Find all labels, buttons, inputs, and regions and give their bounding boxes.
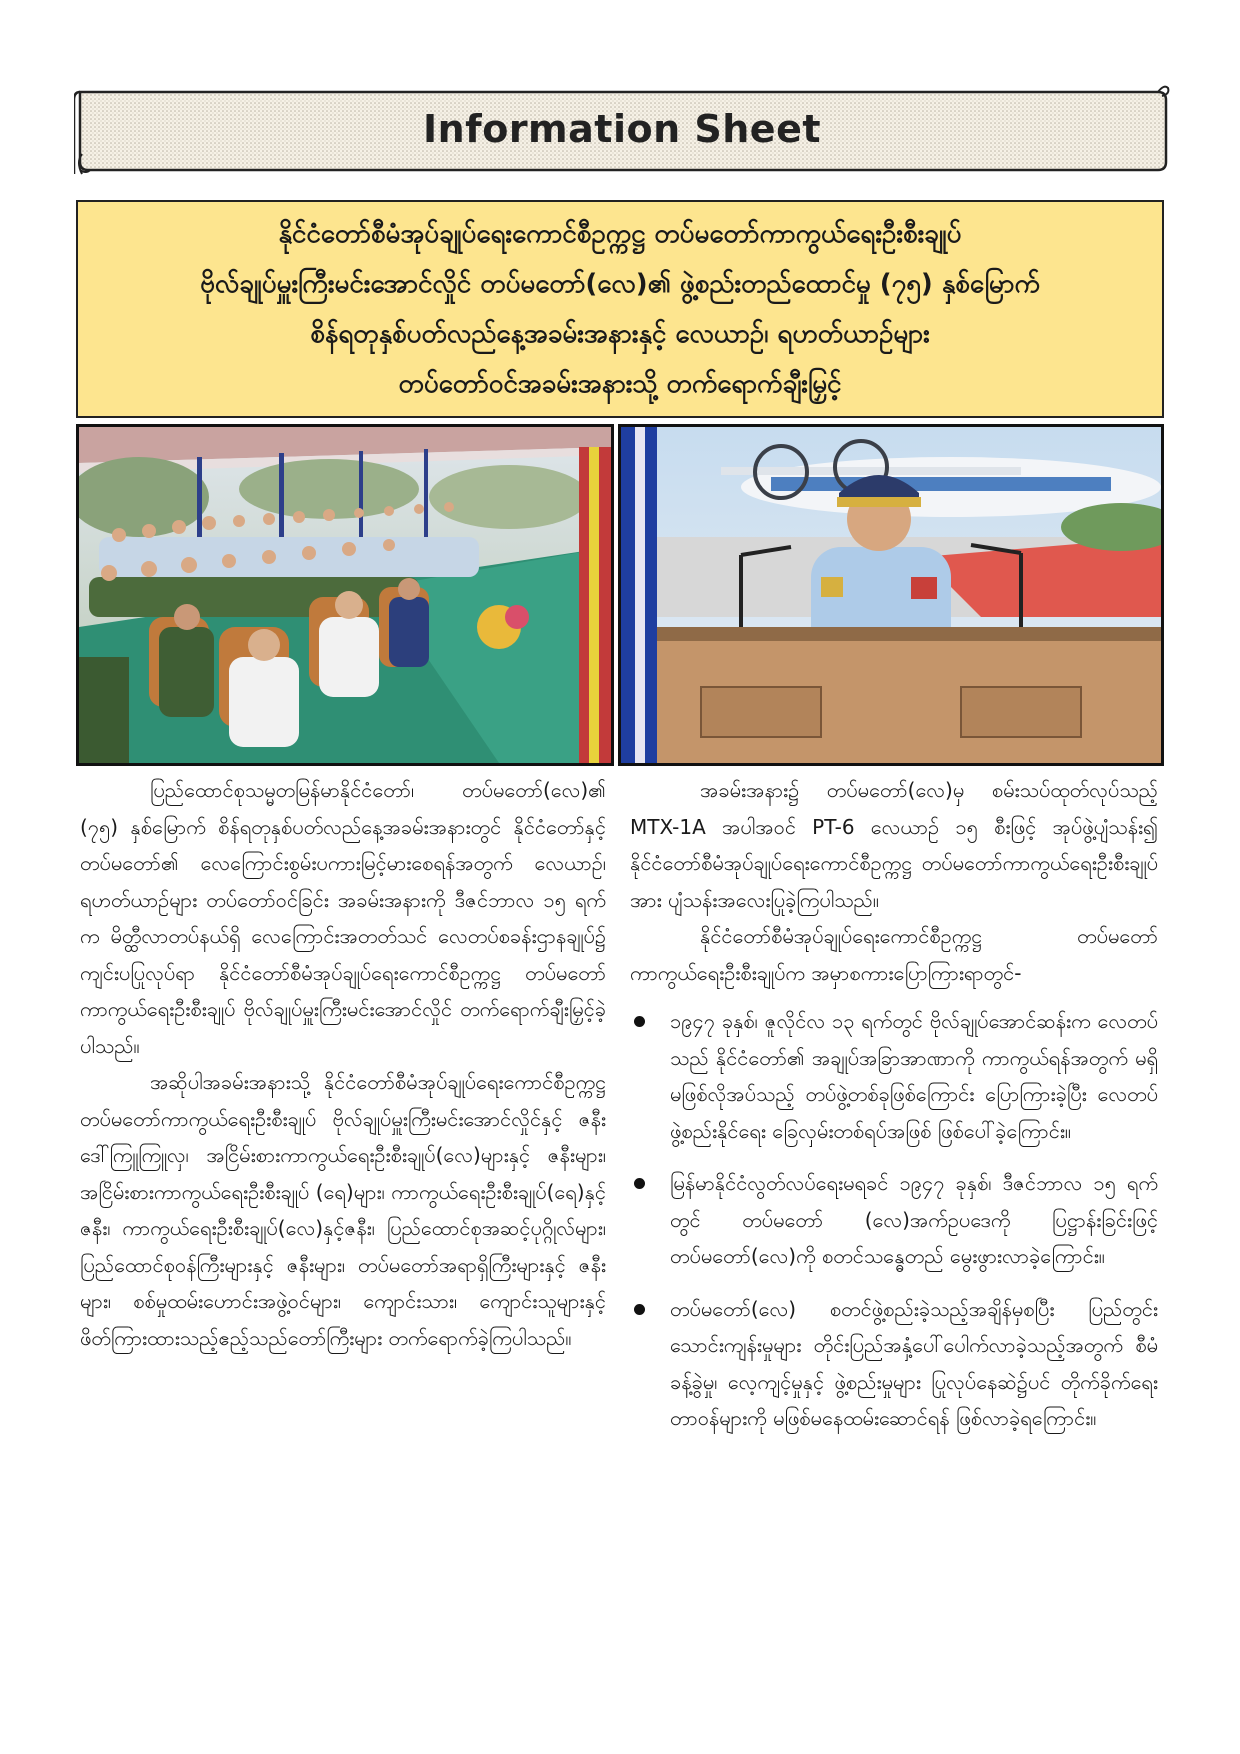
body-paragraph: အခမ်းအနား၌ တပ်မတော်(လေ)မှ စမ်းသပ်ထုတ်လုပ်သည့် MTX-1A အပါအဝင် PT-6 လေယာဉ် ၁၅ စီးဖြင့် အုပ်ဖွဲ့ပျံသန်း၍ နိုင်ငံတော်စီမံအုပ်ချုပ်ရေးကောင်စီဥက္ကဋ္ဌ တပ်မတော်ကာကွယ်ရေးဦးစီးချုပ်အား ပျံသန်းအလေးပြုခဲ့ကြပါသည်။ — [630, 778, 1158, 912]
body-paragraph: ပြည်ထောင်စုသမ္မတမြန်မာနိုင်ငံတော်၊ တပ်မတော်(လေ)၏ (၇၅) နှစ်မြောက် စိန်ရတုနှစ်ပတ်လည်နေ့အခမ်းအနားတွင် နိုင်ငံတော်နှင့်တပ်မတော်၏ လေကြောင်းစွမ်းပကားမြင့်မားစေရန်အတွက် လေယာဉ်၊ ရဟတ်ယာဉ်များ တပ်တော်ဝင်ခြင်း အခမ်းအနားကို ဒီဇင်ဘာလ ၁၅ ရက်က မိတ္ထီလာတပ်နယ်ရှိ လေကြောင်းအတတ်သင် လေတပ်စခန်းဌာနချုပ်၌ ကျင်းပပြုလုပ်ရာ နိုင်ငံတော်စီမံအုပ်ချုပ်ရေးကောင်စီဥက္ကဋ္ဌ တပ်မတော်ကာကွယ်ရေးဦးစီးချုပ် ဗိုလ်ချုပ်မှူးကြီးမင်းအောင်လှိုင် တက်ရောက်ချီးမြှင့်ခဲ့ပါသည်။ — [80, 778, 606, 1058]
list-item-text: တပ်မတော်(လေ) စတင်ဖွဲ့စည်းခဲ့သည့်အချိန်မှစပြီး ပြည်တွင်းသောင်းကျန်းမှုများ တိုင်းပြည်အနှံ့ပေါ်ပေါက်လာခဲ့သည့်အတွက် စီမံခန့်ခွဲမှု၊ လေ့ကျင့်မှုနှင့် ဖွဲ့စည်းမှုများ ပြုလုပ်နေဆဲ၌ပင် တိုက်ခိုက်ရေးတာဝန်များကို မဖြစ်မနေထမ်းဆောင်ရန် ဖြစ်လာခဲ့ရကြောင်း။ — [670, 1296, 1158, 1430]
bullet-icon — [634, 1304, 645, 1315]
right-text-column — [630, 772, 1158, 1453]
body-paragraph: နိုင်ငံတော်စီမံအုပ်ချုပ်ရေးကောင်စီဥက္ကဋ္ဌ တပ်မတော်ကာကွယ်ရေးဦးစီးချုပ်က အမှာစကားပြောကြားရာတွင်- — [630, 924, 1158, 985]
left-text-column — [80, 772, 606, 1356]
bullet-icon — [634, 1016, 645, 1027]
headline-line: နိုင်ငံတော်စီမံအုပ်ချုပ်ရေးကောင်စီဥက္ကဋ္ဌ တပ်မတော်ကာကွယ်ရေးဦးစီးချုပ် — [278, 219, 962, 249]
headline-box — [76, 200, 1164, 418]
list-item-text: ၁၉၄၇ ခုနှစ်၊ ဇူလိုင်လ ၁၃ ရက်တွင် ဗိုလ်ချုပ်အောင်ဆန်းက လေတပ်သည် နိုင်ငံတော်၏ အချုပ်အခြာအာဏာကို ကာကွယ်ရန်အတွက် မရှိမဖြစ်လိုအပ်သည့် တပ်ဖွဲ့တစ်ခုဖြစ်ကြောင်း ပြောကြားခဲ့ပြီး လေတပ်ဖွဲ့စည်းနိုင်ရေး ခြေလှမ်းတစ်ရပ်အဖြစ် ဖြစ်ပေါ်ခဲ့ကြောင်း။ — [670, 1009, 1158, 1143]
page-title: Information Sheet — [422, 107, 822, 151]
commander-speech-photo — [618, 424, 1164, 766]
bullet-icon — [634, 1178, 645, 1189]
title-banner — [74, 82, 1170, 176]
headline-line: စိန်ရတုနှစ်ပတ်လည်နေ့အခမ်းအနားနှင့် လေယာဉ်၊ ရဟတ်ယာဉ်များ — [310, 319, 930, 349]
list-item — [630, 1003, 1158, 1149]
list-item — [630, 1291, 1158, 1437]
headline-line: တပ်တော်ဝင်အခမ်းအနားသို့ တက်ရောက်ချီးမြှင့် — [398, 369, 842, 399]
list-item-text: မြန်မာနိုင်ငံလွတ်လပ်ရေးမရခင် ၁၉၄၇ ခုနှစ်၊ ဒီဇင်ဘာလ ၁၅ ရက်တွင် တပ်မတော် (လေ)အက်ဥပဒေကို ပြဋ္ဌာန်းခြင်းဖြင့် တပ်မတော်(လေ)ကို စတင်သန္ဓေတည် မွေးဖွားလာခဲ့ကြောင်း။ — [670, 1171, 1158, 1268]
speech-points-list — [630, 1003, 1158, 1437]
headline-line: ဗိုလ်ချုပ်မှူးကြီးမင်းအောင်လှိုင် တပ်မတော်(လေ)၏ ဖွဲ့စည်းတည်ထောင်မှု (၇၅) နှစ်မြောက် — [200, 269, 1040, 299]
ceremony-audience-photo — [76, 424, 614, 766]
list-item — [630, 1165, 1158, 1275]
body-paragraph: အဆိုပါအခမ်းအနားသို့ နိုင်ငံတော်စီမံအုပ်ချုပ်ရေးကောင်စီဥက္ကဋ္ဌ တပ်မတော်ကာကွယ်ရေးဦးစီးချုပ် ဗိုလ်ချုပ်မှူးကြီးမင်းအောင်လှိုင်နှင့် ဇနီး ဒေါ်ကြူကြူလှ၊ အငြိမ်းစားကာကွယ်ရေးဦးစီးချုပ်(လေ)များနှင့် ဇနီးများ၊ အငြိမ်းစားကာကွယ်ရေးဦးစီးချုပ် (ရေ)များ၊ ကာကွယ်ရေးဦးစီးချုပ်(ရေ)နှင့် ဇနီး၊ ကာကွယ်ရေးဦးစီးချုပ်(လေ)နှင့်ဇနီး၊ ပြည်ထောင်စုအဆင့်ပုဂ္ဂိုလ်များ၊ ပြည်ထောင်စုဝန်ကြီးများနှင့် ဇနီးများ၊ တပ်မတော်အရာရှိကြီးများနှင့် ဇနီးများ၊ စစ်မှုထမ်းဟောင်းအဖွဲ့ဝင်များ၊ ကျောင်းသား၊ ကျောင်းသူများနှင့် ဖိတ်ကြားထားသည့်ဧည့်သည်တော်ကြီးများ တက်ရောက်ခဲ့ကြပါသည်။ — [80, 1070, 606, 1350]
